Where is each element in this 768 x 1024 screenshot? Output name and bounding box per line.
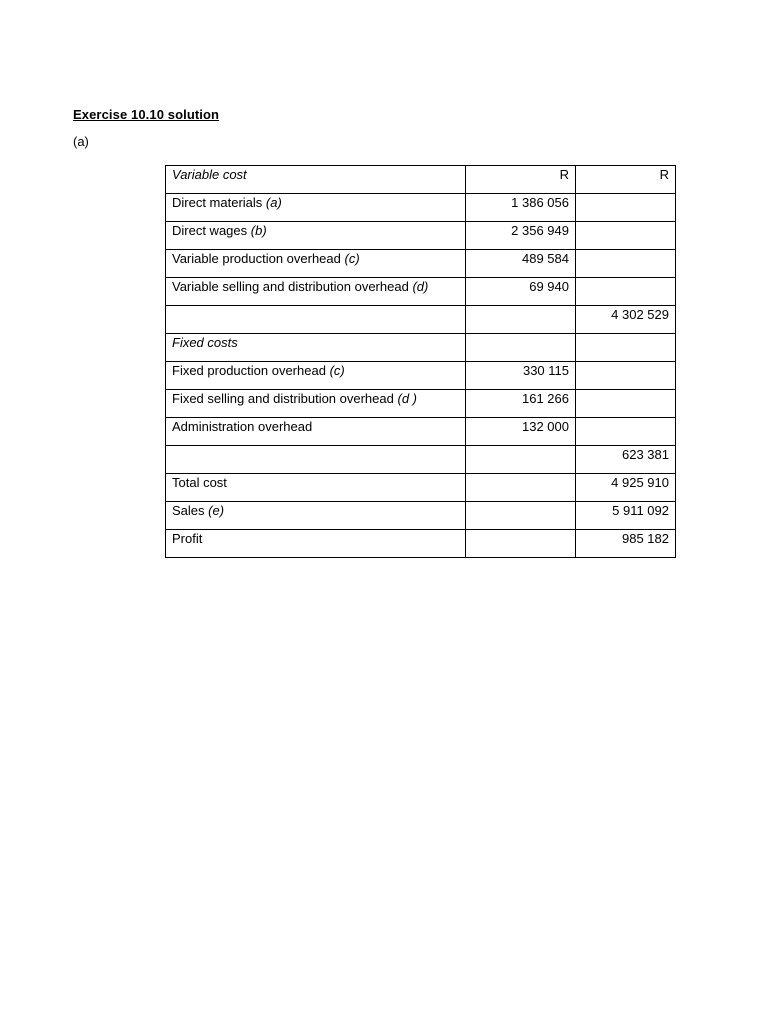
- row-amount: [466, 446, 576, 474]
- row-amount: 1 386 056: [466, 194, 576, 222]
- row-label: Administration overhead: [172, 419, 313, 434]
- row-label-cell: [166, 474, 466, 502]
- row-label: Sales: [172, 503, 205, 518]
- cost-statement-table: [165, 165, 676, 558]
- row-amount: [466, 334, 576, 362]
- row-label-cell: [166, 222, 466, 250]
- row-ref: (d ): [397, 391, 417, 406]
- table-row: [166, 390, 676, 418]
- header-label-cell: Variable cost: [166, 166, 466, 194]
- page-title: Exercise 10.10 solution: [73, 107, 220, 122]
- row-label: Total cost: [172, 475, 227, 490]
- row-amount: 69 940: [466, 278, 576, 306]
- row-label-cell: [166, 194, 466, 222]
- row-total: 4 925 910: [576, 474, 676, 502]
- row-total: 5 911 092: [576, 502, 676, 530]
- table-header-row: [166, 166, 676, 194]
- table-row: [166, 194, 676, 222]
- row-amount: 330 115: [466, 362, 576, 390]
- row-amount: [466, 306, 576, 334]
- table-row: [166, 474, 676, 502]
- row-ref: (b): [250, 223, 267, 238]
- row-label: Fixed costs: [172, 335, 238, 350]
- row-amount: 489 584: [466, 250, 576, 278]
- table-row: [166, 446, 676, 474]
- header-total-cell: R: [576, 166, 676, 194]
- row-label: Direct materials: [172, 195, 263, 210]
- row-ref: (e): [208, 503, 225, 518]
- header-amount-cell: R: [466, 166, 576, 194]
- row-total: [576, 390, 676, 418]
- row-label-cell: [166, 530, 466, 558]
- row-ref: (d): [412, 279, 429, 294]
- row-total: [576, 334, 676, 362]
- row-amount: [466, 502, 576, 530]
- row-amount: [466, 530, 576, 558]
- row-label: Fixed selling and distribution overhead: [172, 391, 394, 406]
- row-label-cell: [166, 418, 466, 446]
- row-total: [576, 194, 676, 222]
- table-row: [166, 222, 676, 250]
- row-label: Variable selling and distribution overhead: [172, 279, 409, 294]
- row-ref: (c): [344, 251, 360, 266]
- row-label-cell: [166, 334, 466, 362]
- table-row: [166, 530, 676, 558]
- row-total: 623 381: [576, 446, 676, 474]
- row-label: Direct wages: [172, 223, 248, 238]
- row-label: Variable production overhead: [172, 251, 341, 266]
- row-total: 4 302 529: [576, 306, 676, 334]
- table-row: [166, 334, 676, 362]
- row-label-cell: [166, 278, 466, 306]
- row-ref: (a): [265, 195, 282, 210]
- row-total: 985 182: [576, 530, 676, 558]
- row-ref: (c): [329, 363, 345, 378]
- table-row: [166, 306, 676, 334]
- row-amount: 161 266: [466, 390, 576, 418]
- row-total: [576, 278, 676, 306]
- row-label-cell: [166, 446, 466, 474]
- part-label: (a): [73, 134, 89, 149]
- row-amount: 2 356 949: [466, 222, 576, 250]
- row-label-cell: [166, 250, 466, 278]
- row-label-cell: [166, 362, 466, 390]
- row-total: [576, 418, 676, 446]
- row-label: Fixed production overhead: [172, 363, 326, 378]
- table-row: [166, 278, 676, 306]
- table-row: [166, 502, 676, 530]
- row-amount: [466, 474, 576, 502]
- row-label-cell: [166, 306, 466, 334]
- row-label-cell: [166, 502, 466, 530]
- row-label-cell: [166, 390, 466, 418]
- table-row: [166, 362, 676, 390]
- row-total: [576, 362, 676, 390]
- row-total: [576, 222, 676, 250]
- table-row: [166, 250, 676, 278]
- row-label: Profit: [172, 531, 203, 546]
- row-total: [576, 250, 676, 278]
- table-row: [166, 418, 676, 446]
- row-amount: 132 000: [466, 418, 576, 446]
